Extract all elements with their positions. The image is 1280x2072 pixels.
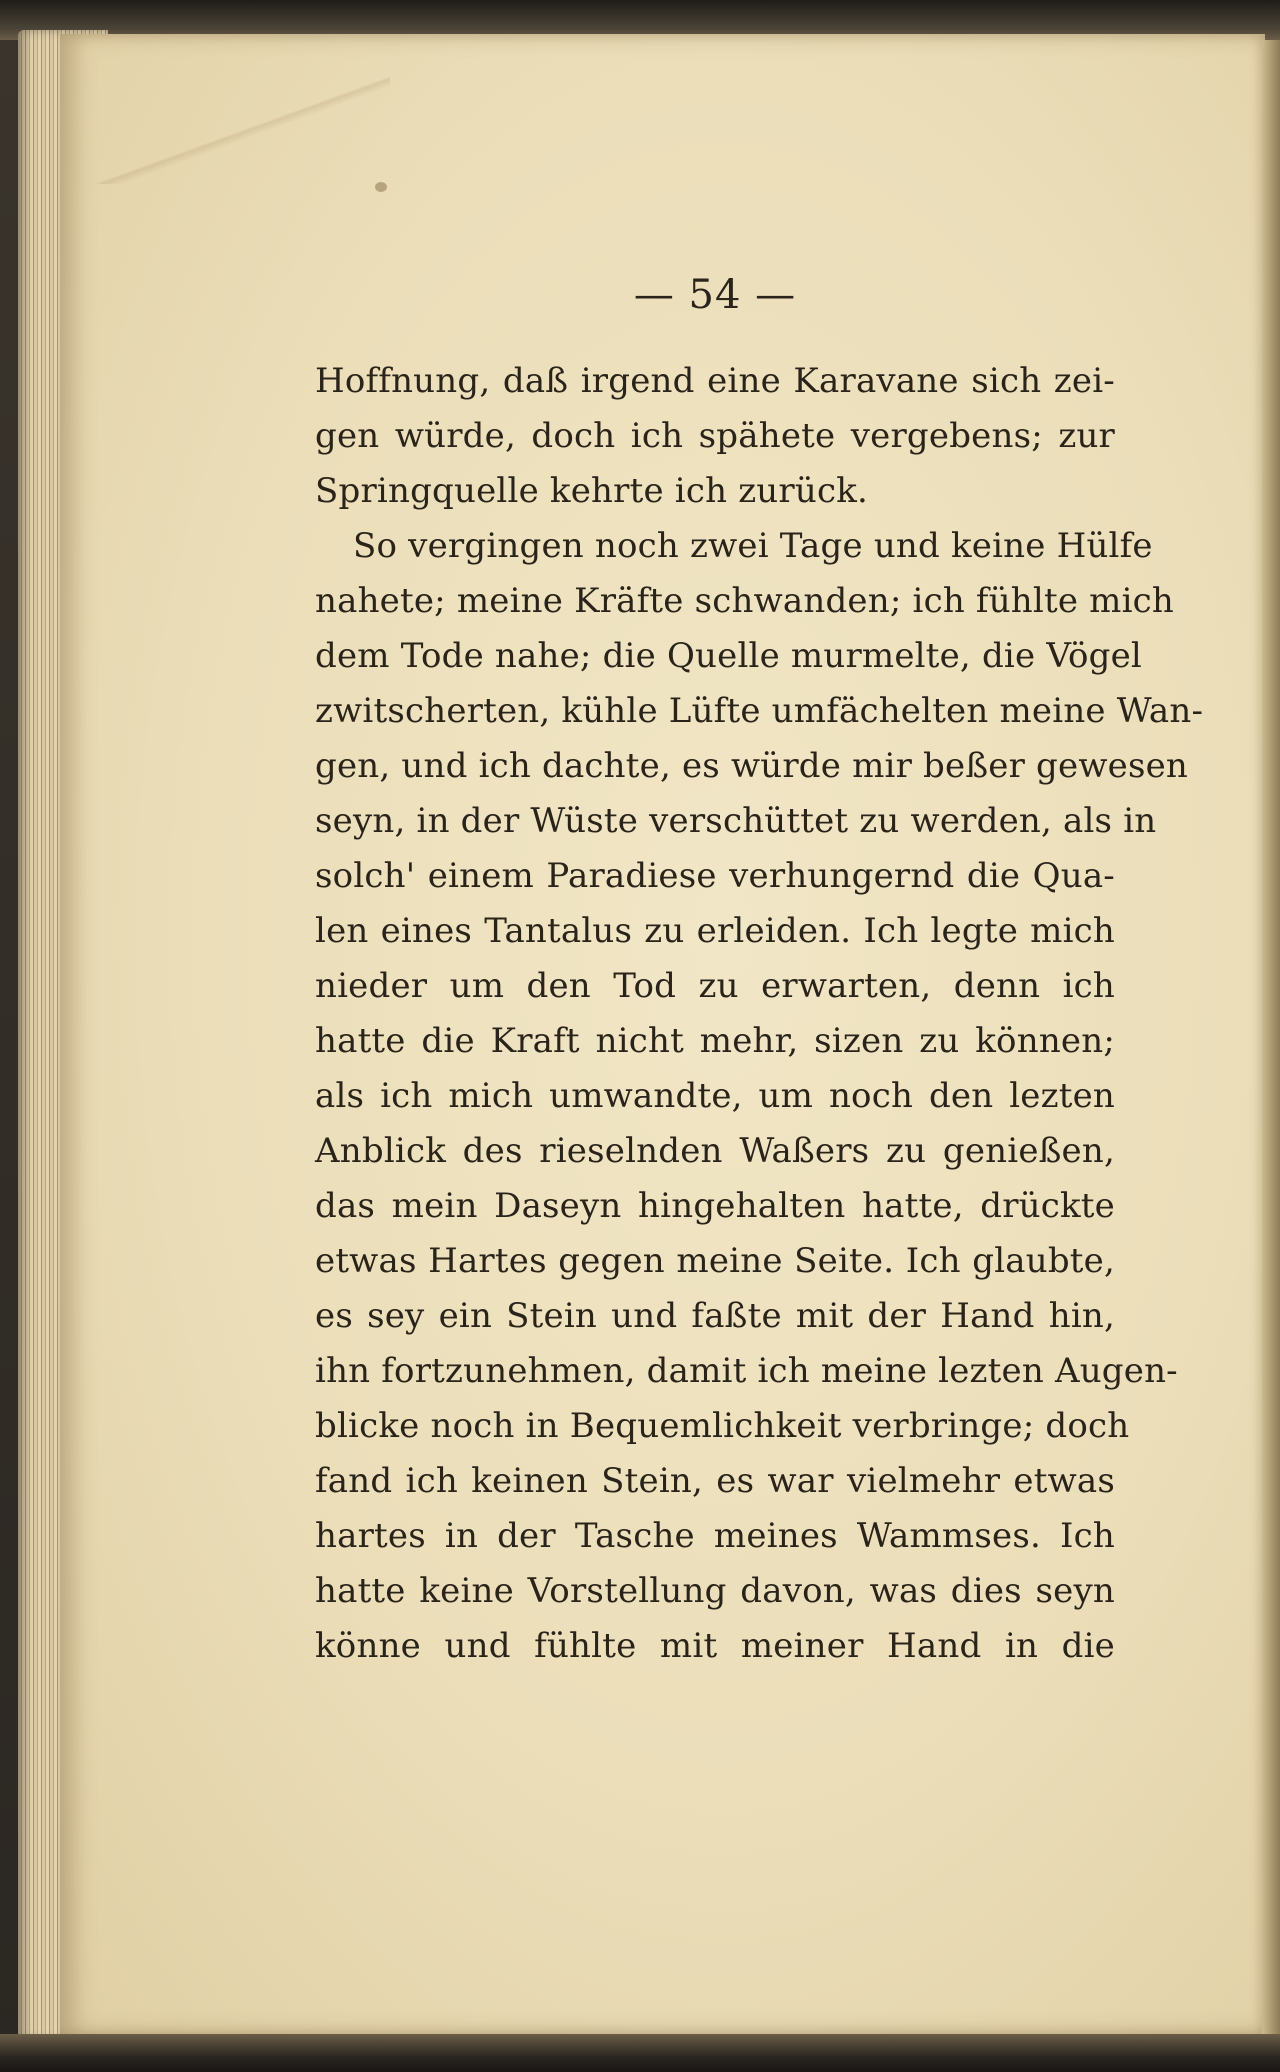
text-line: hatte die Kraft nicht mehr, sizen zu können; (315, 1021, 1115, 1061)
text-line: nahete; meine Kräfte schwanden; ich fühlte mich (315, 581, 1175, 621)
text-line: blicke noch in Bequemlichkeit verbringe; doch (315, 1406, 1130, 1446)
text-line: solch' einem Paradiese verhungernd die Qua- (315, 856, 1115, 896)
paper-spot (375, 182, 387, 192)
page-number: — 54 — (633, 272, 797, 318)
text-line: fand ich keinen Stein, es war vielmehr etwas (315, 1461, 1115, 1501)
body-text (315, 354, 1204, 1674)
text-line: Anblick des rieselnden Waßers zu genießen, (315, 1131, 1115, 1171)
text-line: könne und fühlte mit meiner Hand in die (315, 1626, 1115, 1666)
book-cover-bottom (0, 2034, 1280, 2072)
text-line: len eines Tantalus zu erleiden. Ich legte mich (315, 911, 1115, 951)
text-line: dem Tode nahe; die Quelle murmelte, die Vögel (315, 636, 1142, 676)
text-line: hartes in der Tasche meines Wammses. Ich (315, 1516, 1115, 1556)
text-line: es sey ein Stein und faßte mit der Hand hin, (315, 1296, 1115, 1336)
text-line: das mein Daseyn hingehalten hatte, drückte (315, 1186, 1115, 1226)
text-line: Hoffnung, daß irgend eine Karavane sich zei- (315, 361, 1115, 401)
page-right-edge (1262, 40, 1280, 2035)
text-line: hatte keine Vorstellung davon, was dies seyn (315, 1571, 1115, 1611)
text-line: ihn fortzunehmen, damit ich meine lezten Augen- (315, 1351, 1178, 1391)
text-line: zwitscherten, kühle Lüfte umfächelten meine Wan- (315, 691, 1204, 731)
text-line: Springquelle kehrte ich zurück. (315, 471, 869, 511)
text-line: nieder um den Tod zu erwarten, denn ich (315, 966, 1115, 1006)
text-line: seyn, in der Wüste verschüttet zu werden, als in (315, 801, 1157, 841)
text-line: gen würde, doch ich spähete vergebens; zur (315, 416, 1115, 456)
text-line: als ich mich umwandte, um noch den lezten (315, 1076, 1115, 1116)
text-line: etwas Hartes gegen meine Seite. Ich glaubte, (315, 1241, 1115, 1281)
text-line: gen, und ich dachte, es würde mir beßer gewesen (315, 746, 1189, 786)
text-line: So vergingen noch zwei Tage und keine Hülfe (353, 526, 1153, 566)
